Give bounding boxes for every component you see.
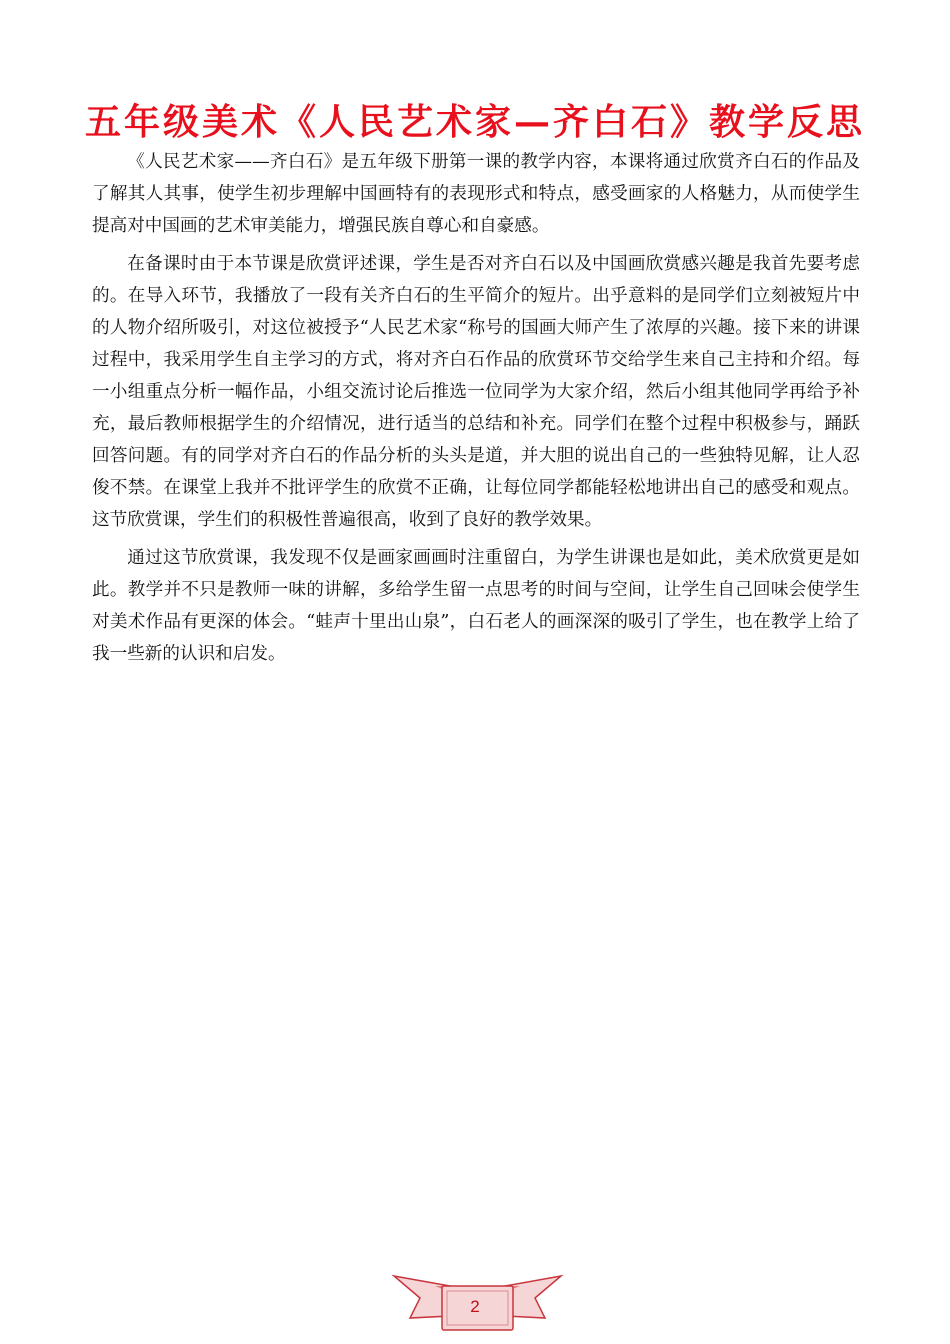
document-title: 五年级美术《人民艺术家—齐白石》教学反思 bbox=[84, 101, 865, 143]
paragraph-intro: 《人民艺术家——齐白石》是五年级下册第一课的教学内容，本课将通过欣赏齐白石的作品及了解其人其事，使学生初步理解中国画特有的表现形式和特点，感受画家的人格魅力，从而使学生提高对中国画的艺术审美能力，增强民族自尊心和自豪感。 bbox=[92, 152, 860, 236]
paragraph-lesson-process: 在备课时由于本节课是欣赏评述课，学生是否对齐白石以及中国画欣赏感兴趣是我首先要考虑的。在导入环节，我播放了一段有关齐白石的生平简介的短片。出乎意料的是同学们立刻被短片中的人物介绍所吸引，对这位被授予“人民艺术家“称号的国画大师产生了浓厚的兴趣。接下来的讲课过程中，我采用学生自主学习的方式，将对齐白石作品的欣赏环节交给学生来自己主持和介绍。每一小组重点分析一幅作品，小组交流讨论后推选一位同学为大家介绍，然后小组其他同学再给予补充，最后教师根据学生的介绍情况，进行适当的总结和补充。同学们在整个过程中积极参与，踊跃回答问题。有的同学对齐白石的作品分析的头头是道，并大胆的说出自己的一些独特见解，让人忍俊不禁。在课堂上我并不批评学生的欣赏不正确，让每位同学都能轻松地讲出自己的感受和观点。这节欣赏课，学生们的积极性普遍很高，收到了良好的教学效果。 bbox=[92, 254, 860, 530]
document-body bbox=[92, 146, 860, 676]
paragraph-reflection: 通过这节欣赏课，我发现不仅是画家画画时注重留白，为学生讲课也是如此，美术欣赏更是如此。教学并不只是教师一味的讲解，多给学生留一点思考的时间与空间，让学生自己回味会使学生对美术作品有更深的体会。“蛙声十里出山泉”，白石老人的画深深的吸引了学生，也在教学上给了我一些新的认识和启发。 bbox=[92, 548, 860, 664]
page-number: 2 bbox=[470, 1297, 480, 1316]
